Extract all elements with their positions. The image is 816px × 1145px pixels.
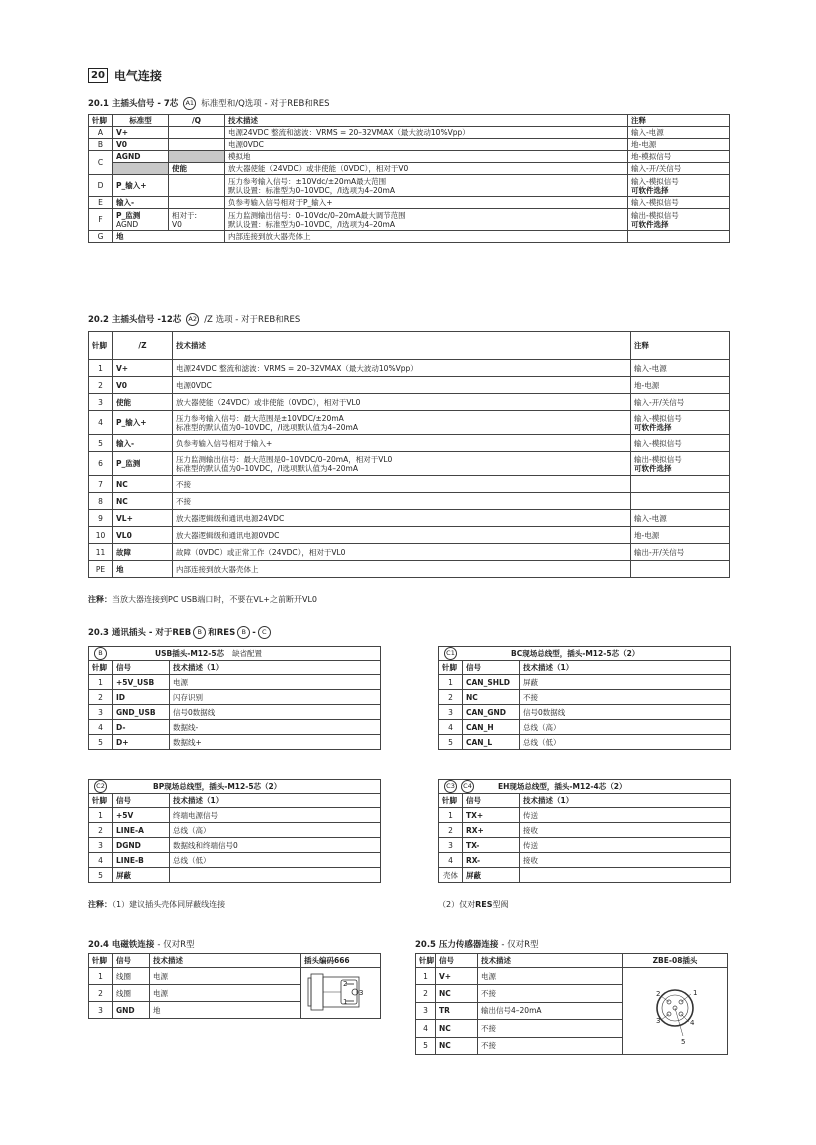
- table-row: 5 输入- 负参考输入信号相对于输入+ 输入-模拟信号: [89, 435, 730, 452]
- s202-note: 注释：当放大器连接到PC USB端口时，不要在VL+之前断开VL0: [88, 595, 318, 604]
- table-row: 1 CAN_SHLD 屏蔽: [439, 675, 731, 690]
- connector-c4-icon: C4: [461, 780, 474, 793]
- connector-c1-icon: C1: [444, 647, 457, 660]
- sensor-pin-label: 1: [693, 989, 698, 997]
- table-row: 4 D- 数据线-: [89, 720, 381, 735]
- table-row: 4 CAN_H 总线（高）: [439, 720, 731, 735]
- s205-title: 20.5 压力传感器连接 - 仅对R型: [415, 940, 539, 950]
- table-row: 10 VL0 放大器逻辑级和通讯电源0VDC 地-电源: [89, 527, 730, 544]
- connector-a2-icon: A2: [186, 313, 199, 326]
- section-heading: [88, 67, 162, 84]
- connector-b-icon: B: [94, 647, 107, 660]
- table-row: 3 GND 地: [89, 1002, 381, 1019]
- table-row: 2 NC 不接: [416, 985, 728, 1002]
- table-row: 2 NC 不接: [439, 690, 731, 705]
- s201-title: 20.1 主插头信号 - 7芯 A1 标准型和/Q选项 - 对于REB和RES: [88, 99, 330, 109]
- table-row: 1 V+ 电源24VDC 整流和滤波：VRMS = 20–32VMAX（最大波动10%Vpp） 输入-电源: [89, 360, 730, 377]
- table-row: D P_输入+ 压力参考输入信号：±10Vdc/±20mA最大范围 默认设置：标准型为0–10VDC，/I选项为4–20mA 输入-模拟信号 可软件选择: [89, 175, 730, 197]
- table-row: 8 NC 不接: [89, 493, 730, 510]
- table-row: 5 NC 不接: [416, 1037, 728, 1054]
- table-row: 5 屏蔽: [89, 868, 381, 883]
- table-row: 1 +5V 终端电源信号: [89, 808, 381, 823]
- s201-table: [88, 114, 730, 243]
- connector-a1-icon: A1: [183, 97, 196, 110]
- connector-c-icon: C: [258, 626, 271, 639]
- table-row: 3 CAN_GND 信号0数据线: [439, 705, 731, 720]
- table-row: 4 LINE-B 总线（低）: [89, 853, 381, 868]
- table-row: 3 TR 输出信号4–20mA: [416, 1002, 728, 1019]
- connector-b-icon: B: [193, 626, 206, 639]
- s203-note2: （2）仅对RES型阀: [438, 900, 509, 909]
- table-row: 2 V0 电源0VDC 地-电源: [89, 377, 730, 394]
- header-pin: 针脚: [89, 115, 113, 127]
- table-row: 9 VL+ 放大器逻辑级和通讯电源24VDC 输入-电源: [89, 510, 730, 527]
- usb-table: B USB插头-M12-5芯 缺省配置 针脚 信号 技术描述（1） 1 +5V_USB 电源 2 ID 闪存识别 3 GND_USB 信号0数据线 4 D- 数据线- 5 D+ 数据线+: [88, 646, 381, 750]
- table-row: 4 NC 不接: [416, 1020, 728, 1037]
- coil-pin-label: 1: [343, 998, 348, 1006]
- table-row: 1 V+ 电源 1 2 3 4 5: [416, 968, 728, 985]
- table-row: G 地 内部连接到放大器壳体上: [89, 231, 730, 243]
- section-title: 电气连接: [113, 69, 162, 83]
- eh-table: C3 C4 EH现场总线型，插头-M12-4芯（2） 针脚 信号 技术描述（1） 1 TX+ 传送 2 RX+ 接收 3 TX- 传送 4 RX- 接收 壳体 屏蔽: [438, 779, 731, 883]
- bc-table: C1 BC现场总线型，插头-M12-5芯（2） 针脚 信号 技术描述（1） 1 CAN_SHLD 屏蔽 2 NC 不接 3 CAN_GND 信号0数据线 4 CAN_H 总线（高） 5 CAN_L 总线（低）: [438, 646, 731, 750]
- table-row: 5 D+ 数据线+: [89, 735, 381, 750]
- header-std: 标准型: [113, 115, 169, 127]
- table-row: 4 P_输入+ 压力参考输入信号：最大范围是±10VDC/±20mA 标准型的默认值为0–10VDC，/I选项默认值为4–20mA 输入-模拟信号 可软件选择: [89, 411, 730, 435]
- table-row: 3 TX- 传送: [439, 838, 731, 853]
- s205-table: 针脚 信号 技术描述 ZBE-08插头 1 V+ 电源 1 2 3 4 5 2 NC 不接 3 TR 输出信号4–20mA 4 NC 不接 5 NC 不接: [415, 953, 728, 1055]
- connector-b-icon: B: [237, 626, 250, 639]
- table-row: 3 使能 放大器使能（24VDC）或非使能（0VDC），相对于VL0 输入-开/关信号: [89, 394, 730, 411]
- s204-title: 20.4 电磁铁连接 - 仅对R型: [88, 940, 195, 950]
- table-row: E 输入- 负参考输入信号相对于P_输入+ 输入-模拟信号: [89, 197, 730, 209]
- s203-note1: 注释：（1）建议插头壳体同屏蔽线连接: [88, 900, 226, 909]
- table-row: 1 线圈 电源 2 3 1: [89, 968, 381, 985]
- coil-pin-label: 3: [359, 989, 364, 997]
- header-desc: 技术描述: [225, 115, 628, 127]
- table-row: 壳体 屏蔽: [439, 868, 731, 883]
- s202-title: 20.2 主插头信号 -12芯 A2 /Z 选项 - 对于REB和RES: [88, 315, 301, 325]
- table-row: 1 TX+ 传送: [439, 808, 731, 823]
- table-row: 11 故障 故障（0VDC）或正常工作（24VDC），相对于VL0 输出-开/关信号: [89, 544, 730, 561]
- connector-c3-icon: C3: [444, 780, 457, 793]
- header-q: /Q: [169, 115, 225, 127]
- connector-c2-icon: C2: [94, 780, 107, 793]
- table-row: 使能 放大器使能（24VDC）或非使能（0VDC），相对于V0 输入-开/关信号: [89, 163, 730, 175]
- table-row: A V+ 电源24VDC 整流和滤波：VRMS = 20–32VMAX（最大波动10%Vpp） 输入-电源: [89, 127, 730, 139]
- sensor-pin-label: 5: [681, 1038, 686, 1046]
- table-row: 6 P_监测 压力监测输出信号：最大范围是0–10VDC/0–20mA，相对于VL0 标准型的默认值为0–10VDC，/I选项默认值为4–20mA 输出-模拟信号 可软件选择: [89, 452, 730, 476]
- s202-table: 针脚 /Z 技术描述 注释 1 V+ 电源24VDC 整流和滤波：VRMS = 20–32VMAX（最大波动10%Vpp） 输入-电源 2 V0 电源0VDC 地-电源 3 使能 放大器使能（24VDC）或非使能（0VDC），相对于VL0 输入-开/关信号 4 P_输入+ 压力参考输入信号：最大范围是±10VDC/±20mA 标准型的默认值为0–10VDC，/I选项默认值为4–20mA 输入-模拟信号 可软件选择 5 输入- 负参考输入信号相对于输入+ 输入-模拟信号 6 P_监测 压力监测输出信号：最大范围是0–10VDC/0–20mA，相对于VL0 标准型的默认值为0–10VDC，/I选项默认值为4–20mA 输出-模拟信号 可软件选择 7 NC 不接 8 NC 不接 9 VL+ 放大器逻辑级和通讯电源24VDC 输入-电源 10 VL0 放大器逻辑级和通讯电源0VDC 地-电源 11 故障 故障（0VDC）或正常工作（24VDC），相对于VL0 输出-开/关信号 PE 地 内部连接到放大器壳体上: [88, 331, 730, 578]
- table-row: 3 DGND 数据线和终端信号0: [89, 838, 381, 853]
- s204-table: 针脚 信号 技术描述 插头编码666 1 线圈 电源 2 3 1 2 线圈 电源 3 GND 地: [88, 953, 381, 1019]
- pressure-sensor-connector-diagram: [623, 968, 728, 1055]
- table-row: 4 RX- 接收: [439, 853, 731, 868]
- table-row: 5 CAN_L 总线（低）: [439, 735, 731, 750]
- table-row: F P_监测 AGND 相对于: V0 压力监测输出信号：0–10Vdc/0–20mA最大调节范围 默认设置：标准型为0–10VDC，/I选项为4–20mA 输出-模拟信号 可软件选择: [89, 209, 730, 231]
- table-row: C AGND 模拟地 地-模拟信号: [89, 151, 730, 163]
- section-number: 20: [88, 68, 108, 83]
- table-row: 2 LINE-A 总线（高）: [89, 823, 381, 838]
- table-row: 1 +5V_USB 电源: [89, 675, 381, 690]
- table-row: 2 ID 闪存识别: [89, 690, 381, 705]
- sensor-pin-label: 3: [656, 1017, 661, 1025]
- table-row: PE 地 内部连接到放大器壳体上: [89, 561, 730, 578]
- table-row: 2 RX+ 接收: [439, 823, 731, 838]
- sensor-pin-label: 4: [690, 1019, 695, 1027]
- bp-table: C2 BP现场总线型，插头-M12-5芯（2） 针脚 信号 技术描述（1） 1 +5V 终端电源信号 2 LINE-A 总线（高） 3 DGND 数据线和终端信号0 4 LINE-B 总线（低） 5 屏蔽: [88, 779, 381, 883]
- sensor-pin-label: 2: [656, 990, 661, 998]
- s203-title: 20.3 通讯插头 - 对于REB B 和RES B - C: [88, 626, 273, 639]
- table-row: B V0 电源0VDC 地-电源: [89, 139, 730, 151]
- coil-pin-label: 2: [343, 980, 348, 988]
- solenoid-connector-diagram: [301, 968, 381, 1019]
- table-row: 7 NC 不接: [89, 476, 730, 493]
- table-row: 3 GND_USB 信号0数据线: [89, 705, 381, 720]
- table-row: 2 线圈 电源: [89, 985, 381, 1002]
- header-note: 注释: [628, 115, 730, 127]
